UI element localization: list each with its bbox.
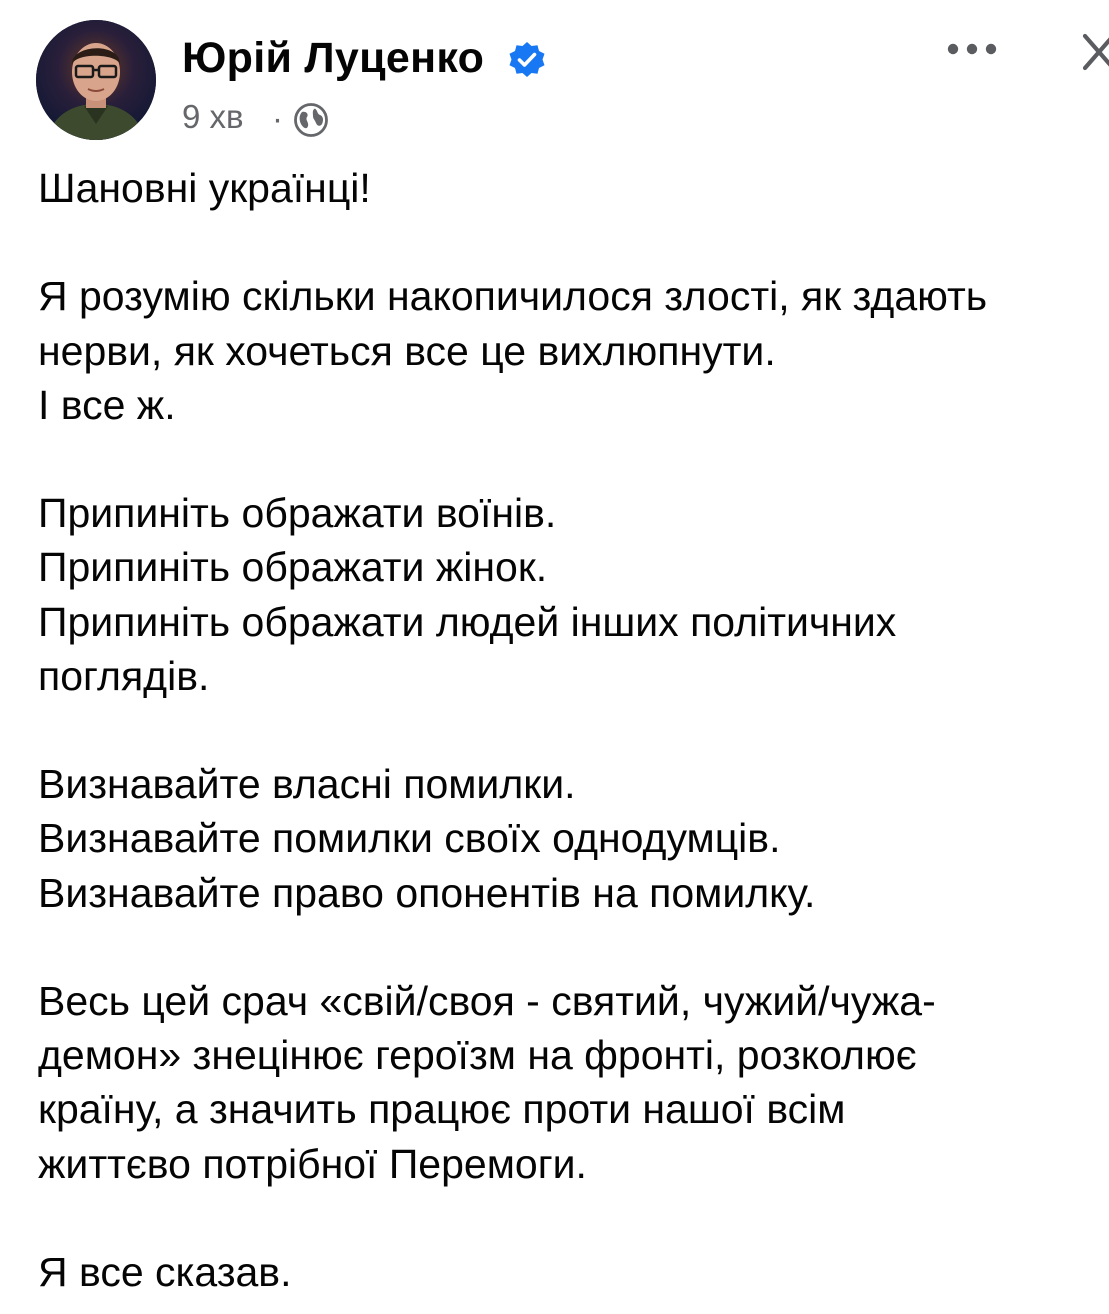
meta-separator: · bbox=[272, 100, 283, 137]
post-text-line: Визнавайте помилки своїх однодумців. bbox=[38, 815, 781, 862]
post-text-line: нерви, як хочеться все це вихлюпнути. bbox=[38, 327, 776, 374]
post-text-line: життєво потрібної Перемоги. bbox=[38, 1140, 587, 1187]
more-horizontal-icon[interactable] bbox=[942, 30, 1002, 70]
close-icon[interactable] bbox=[1078, 28, 1109, 76]
post-paragraph bbox=[38, 486, 1109, 703]
post-text-line: Визнавайте власні помилки. bbox=[38, 761, 576, 808]
post-paragraph bbox=[38, 269, 1109, 432]
post-text-line: Я все сказав. bbox=[38, 1248, 292, 1295]
author-avatar[interactable] bbox=[36, 20, 156, 140]
post-text-line: Визнавайте право опонентів на помилку. bbox=[38, 869, 816, 916]
post-text-line: країну, а значить працює проти нашої всім bbox=[38, 1086, 846, 1133]
author-name[interactable]: Юрій Луценко bbox=[182, 34, 485, 82]
post-text-line: І все ж. bbox=[38, 381, 176, 428]
avatar-photo bbox=[36, 20, 156, 140]
post-text-line: Припиніть ображати жінок. bbox=[38, 544, 548, 591]
post-text-line: Припиніть ображати воїнів. bbox=[38, 490, 557, 537]
post-text-line: Припиніть ображати людей інших політичних bbox=[38, 598, 897, 645]
globe-icon[interactable] bbox=[293, 102, 329, 138]
post-text-line: Шановні українці! bbox=[38, 165, 371, 211]
post-paragraph bbox=[38, 757, 1109, 920]
post-body bbox=[38, 161, 1109, 1314]
post-time[interactable]: 9 хв bbox=[182, 98, 244, 135]
post-text-line: демон» знецінює героїзм на фронті, розколює bbox=[38, 1032, 917, 1079]
post-text-line: поглядів. bbox=[38, 652, 210, 699]
verified-badge-icon bbox=[507, 40, 547, 80]
post-paragraph bbox=[38, 974, 1109, 1191]
post-text-line: Весь цей срач «свій/своя - святий, чужий/чужа- bbox=[38, 977, 936, 1024]
post-text-line: Я розумію скільки накопичилося злості, як здають bbox=[38, 273, 988, 320]
post-paragraph bbox=[38, 161, 1109, 215]
post-paragraph bbox=[38, 1245, 1109, 1299]
